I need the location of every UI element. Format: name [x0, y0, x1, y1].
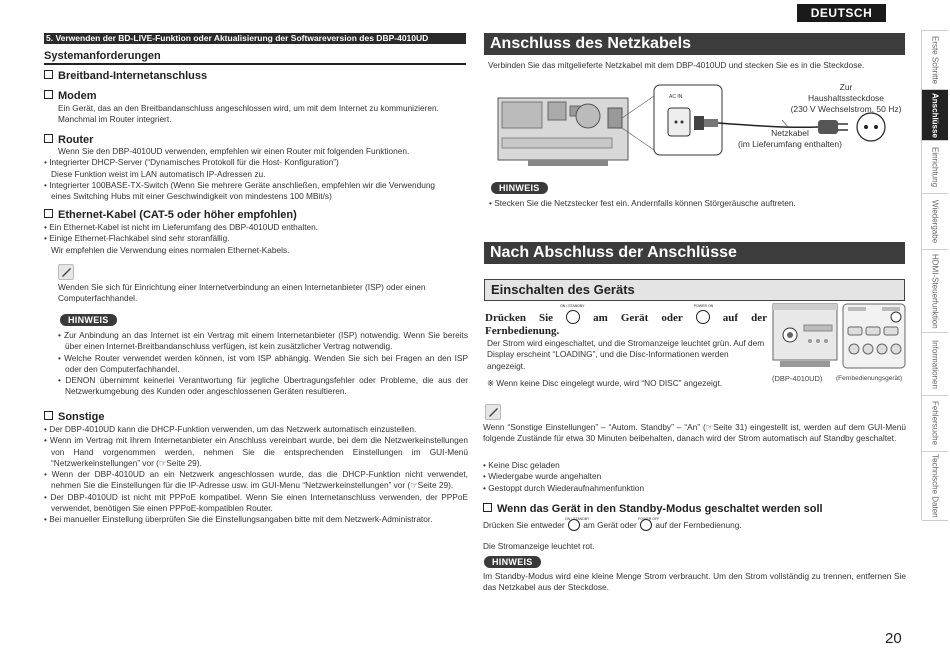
tab-wiedergabe[interactable]: Wiedergabe — [922, 193, 948, 250]
tab-informationen[interactable]: Informationen — [922, 332, 948, 396]
modem-text: Ein Gerät, das an den Breitbandanschluss angeschlossen wird, um mit dem Internet zu kommunizieren. Manchmal im Router integriert. — [58, 103, 439, 125]
netzkabel-title: Anschluss des Netzkabels — [484, 33, 905, 55]
checkbox-icon — [44, 209, 53, 218]
nach-abschluss-title: Nach Abschluss der Anschlüsse — [484, 242, 905, 264]
device-front-illustration — [772, 303, 838, 371]
note-icon — [58, 264, 74, 280]
checkbox-icon — [44, 70, 53, 79]
tab-einrichtung[interactable]: Einrichtung — [922, 140, 948, 194]
standby-note: Wenn “Sonstige Einstellungen” – “Autom. Standby” – “An” (☞Seite 31) eingestellt ist, werden auf dem GUI-Menü folgende Zustände für etwa 30 Minuten beibehalten, danach wird der Strom automatisch auf Standby geschaltet. — [483, 422, 906, 444]
einschalten-title: Einschalten des Geräts — [484, 279, 905, 301]
device-caption: (DBP-4010UD) — [772, 374, 823, 383]
broadband-heading: Breitband-Internetanschluss — [44, 70, 207, 82]
list-item: • Der DBP-4010UD ist nicht mit PPPoE kompatibel. Wenn Sie einen Internetanschluss verwenden, der PPPoE verwendet, benötigen Sie einen PPPoE-kompatiblen Router. — [44, 491, 468, 514]
list-item: • Zur Anbindung an das Internet ist ein Vertrag mit einem Internetanbieter (ISP) notwendig. Wenn Sie bereits über einen Internet-Breitbandanschluss verfügen, ist kein zusätzlicher Vertrag notwendig. — [58, 330, 469, 352]
router-text: Wenn Sie den DBP-4010UD verwenden, empfehlen wir einen Router mit folgenden Funktionen. • Integrierter DHCP-Server (“Dynamisches Protokoll für die Host- Konfiguration”) Diese Funktion weist im LAN automatisch IP-Adressen zu. • Integrierter 100BASE-TX-Switch (Wenn Sie mehrere Geräte anschließen, empfehlen wir die Verwendung eines Switching Hubs mit einer Geschwindigkeit von mindestens 100 MBit/s) — [44, 146, 436, 202]
page-number: 20 — [885, 630, 902, 647]
list-item: • Wenn im Vertrag mit Ihrem Internetanbieter ein Anschluss vereinbart wurde, bei dem die Netzwerkeinstellungen von Hand vorgenommen werden, nehmen Sie die entsprechenden Einstellungen im GUI-Menü “Netzwerkeinstellungen” vor (☞Seite 29). — [44, 435, 468, 468]
modem-heading: Modem — [44, 90, 97, 102]
remote-caption: (Fernbedienungsgerät) — [836, 375, 903, 382]
on-standby-button-icon: ON / STANDBY — [566, 310, 580, 324]
note-text: Wenden Sie sich für Einrichtung einer Internetverbindung an einen Internetanbieter (ISP) oder einen Computerfachhandel. — [58, 282, 426, 304]
ethernet-heading: Ethernet-Kabel (CAT-5 oder höher empfohlen) — [44, 209, 297, 221]
power-off-button-icon: POWER OFF — [640, 519, 652, 530]
list-item: • DENON übernimmt keinerlei Verantwortung für jegliche Übertragungsfehler oder Probleme, die aus der Netzwerkumgebung des Kunden oder angeschlossenen Geräten resultieren. — [58, 375, 468, 397]
language-badge: DEUTSCH — [797, 4, 886, 22]
ethernet-text: • Ein Ethernet-Kabel ist nicht im Lieferumfang des DBP-4010UD enthalten. • Einige Ethernet-Flachkabel sind sehr storanfällig. Wir empfehlen die Verwendung eines normalen Ethernet-Kabels. — [44, 222, 319, 255]
hinweis-badge: HINWEIS — [491, 182, 548, 194]
tab-technische-daten[interactable]: Technische Daten — [922, 451, 948, 521]
checkbox-icon — [44, 90, 53, 99]
no-disc-note: ※ Wenn keine Disc eingelegt wurde, wird “NO DISC” angezeigt. — [487, 378, 723, 388]
netzkabel-intro: Verbinden Sie das mitgelieferte Netzkabel mit dem DBP-4010UD und stecken Sie es in die Steckdose. — [488, 60, 865, 70]
power-on-text: Der Strom wird eingeschaltet, und die Stromanzeige leuchtet grün. Auf dem Display erscheint “LOADING”, und die Disc-Informationen werden angezeigt. — [487, 338, 765, 371]
hinweis-list — [58, 330, 468, 398]
tab-erste-schritte[interactable]: Erste Schritte — [922, 30, 948, 90]
standby-bullets: • Keine Disc geladen • Wiedergabe wurde angehalten • Gestoppt durch Wiederaufnahmenfunktion — [483, 460, 645, 493]
remote-illustration — [842, 303, 906, 371]
cable-label: Netzkabel (im Lieferumfang enthalten) — [738, 128, 842, 149]
list-item: • Welche Router verwendet werden können, ist vom ISP abhängig. Wenden Sie sich bei Fragen an den ISP oder den Computerfachhandel. — [58, 352, 468, 374]
standby-heading: Wenn das Gerät in den Standby-Modus geschaltet werden soll — [483, 503, 823, 515]
list-item: • Bei manueller Einstellung überprüfen Sie die Einstellungsangaben bitte mit dem Netzwerk-Administrator. — [44, 514, 433, 525]
list-item: • Wenn der DBP-4010UD an ein Netzwerk angeschlossen wurde, das die DHCP-Funktion nicht verwendet, nehmen Sie die Einstellungen für die IP-Adresse usw. im GUI-Menu “Netzwerkeinstellungen” vor (☞Seite 29). — [44, 469, 468, 491]
power-on-button-icon: POWER ON — [696, 310, 710, 324]
list-item: • Der DBP-4010UD kann die DHCP-Funktion verwenden, um das Netzwerk automatisch einzustellen. — [44, 424, 417, 434]
router-heading: Router — [44, 134, 93, 146]
on-standby-button-icon: ON / STANDBY — [568, 519, 580, 530]
hinweis-badge: HINWEIS — [484, 556, 541, 568]
checkbox-icon — [483, 503, 492, 512]
system-requirements-title: Systemanforderungen — [44, 50, 466, 65]
netz-hinweis-text: • Stecken Sie die Netzstecker fest ein. Andernfalls können Störgeräusche auftreten. — [489, 198, 796, 208]
standby-hinweis-text: Im Standby-Modus wird eine kleine Menge Strom verbraucht. Um den Strom vollständig zu trennen, entfernen Sie das Netzkabel aus der Steckdose. — [483, 571, 906, 593]
outlet-label: Zur Haushaltssteckdose (230 V Wechselstrom, 50 Hz) — [790, 82, 902, 114]
tab-hdmi-steuerfunktion[interactable]: HDMI-Steuerfunktion — [922, 249, 948, 333]
ac-in-label: AC IN — [669, 94, 683, 100]
stromanzeige-text: Die Stromanzeige leuchtet rot. — [483, 541, 595, 551]
tab-anschluesse[interactable]: Anschlüsse — [922, 89, 948, 141]
standby-instruction: Drücken Sie entweder ON / STANDBY am Gerät oder POWER OFF auf der Fernbedienung. — [483, 517, 742, 530]
section-header: 5. Verwenden der BD-LIVE-Funktion oder Aktualisierung der Softwareversion des DBP-4010UD — [44, 33, 466, 44]
checkbox-icon — [44, 411, 53, 420]
sonstige-heading: Sonstige — [44, 411, 104, 423]
checkbox-icon — [44, 134, 53, 143]
hinweis-badge: HINWEIS — [60, 314, 117, 326]
sonstige-list — [44, 424, 468, 526]
press-instruction-line2: Fernbedienung. — [485, 325, 560, 337]
note-icon — [485, 404, 501, 420]
tab-fehlersuche[interactable]: Fehlersuche — [922, 395, 948, 452]
press-instruction: Drücken Sie ON / STANDBY am Gerät oder POWER ON auf der — [485, 304, 767, 324]
